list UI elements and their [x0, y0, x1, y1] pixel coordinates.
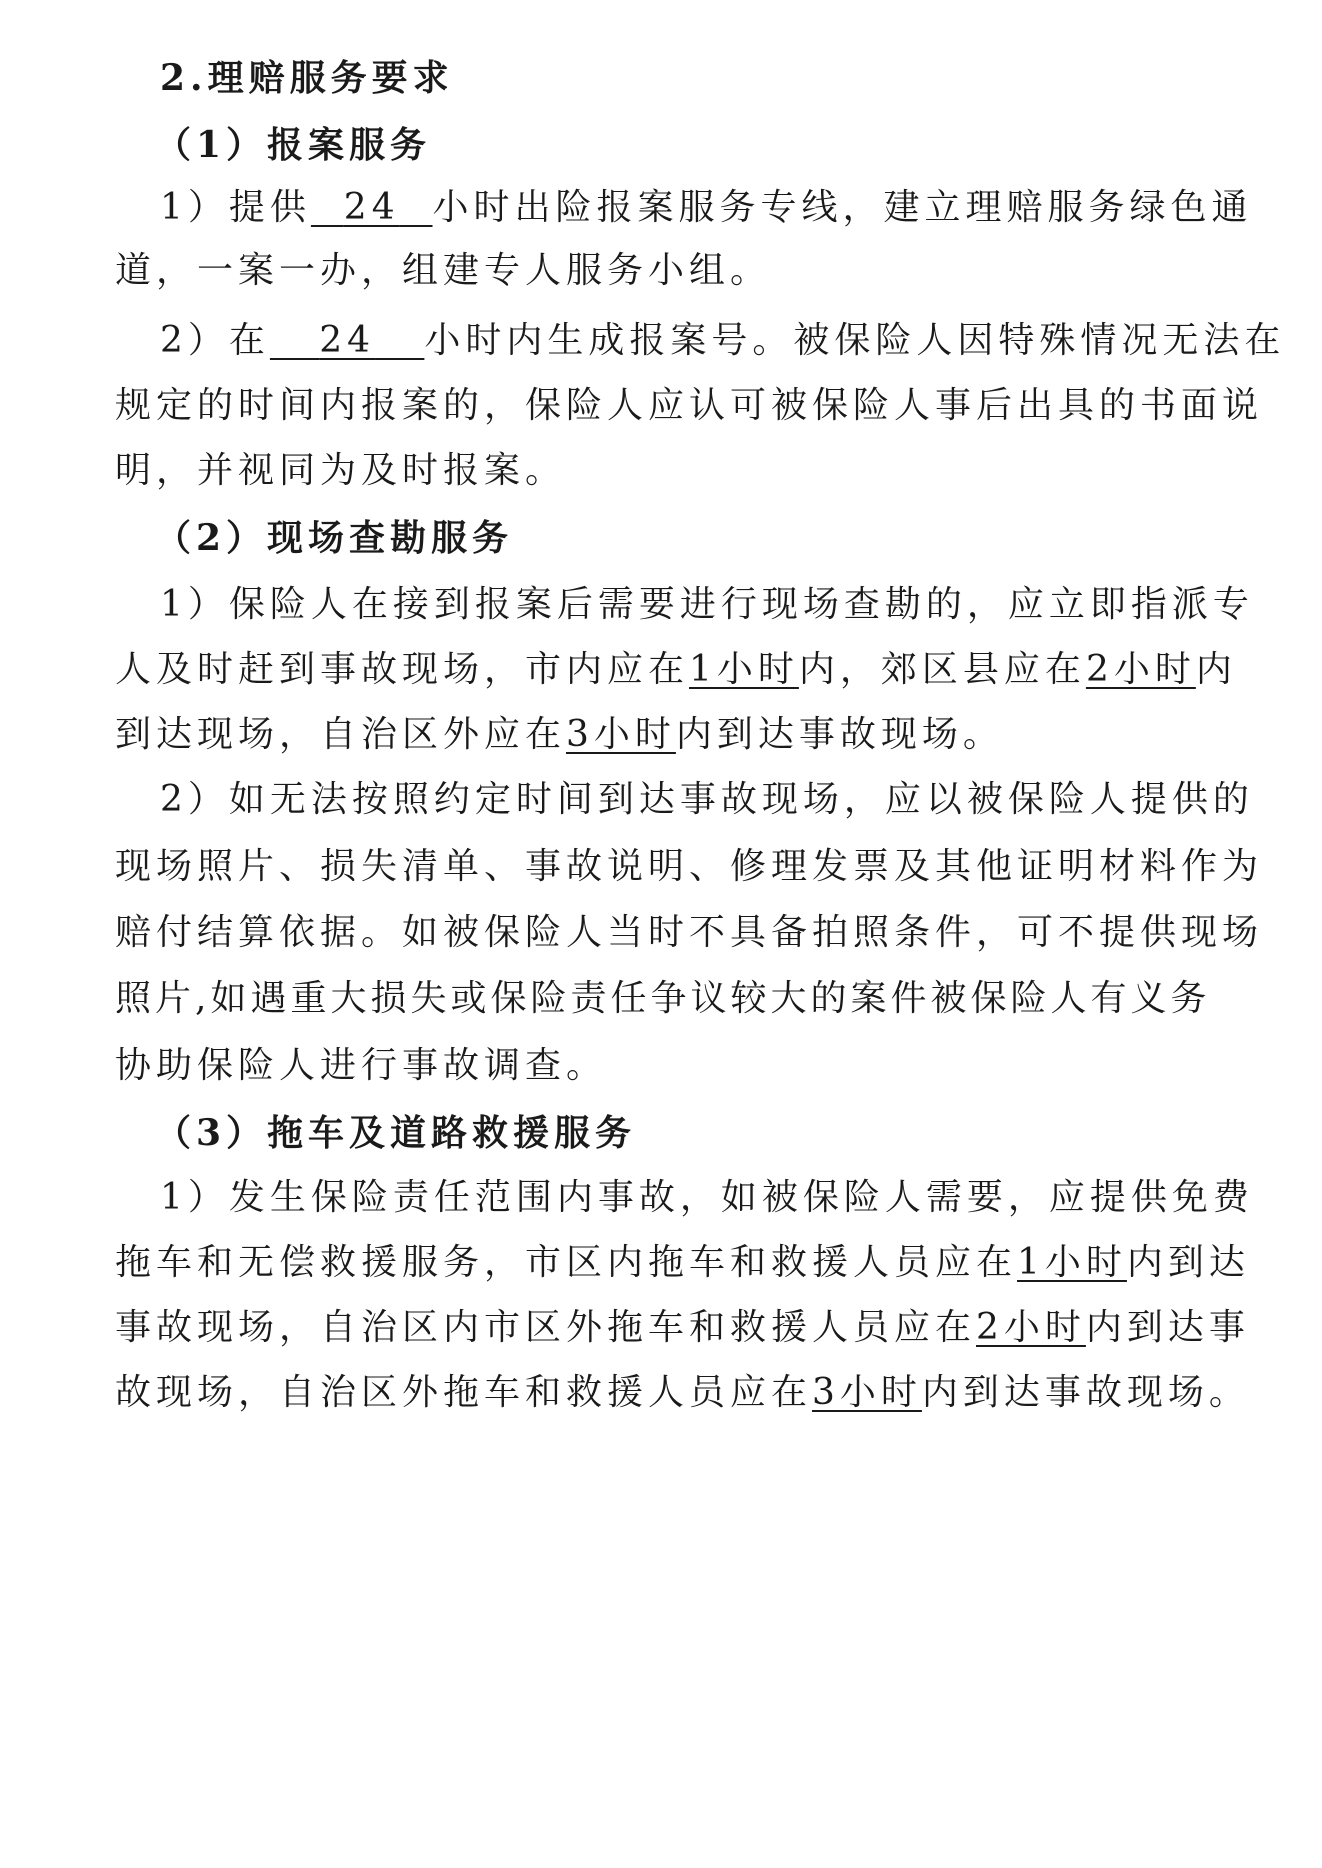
time-outside: 3小时 — [812, 1372, 922, 1413]
sub2-item2-line1: 2）如无法按照约定时间到达事故现场，应以被保险人提供的 — [160, 779, 1254, 820]
sub2-item2-line2: 现场照片、损失清单、事故说明、修理发票及其他证明材料作为 — [115, 846, 1264, 887]
section-title: 2.理赔服务要求 — [160, 57, 454, 99]
sub2-item2-line3: 赔付结算依据。如被保险人当时不具备拍照条件，可不提供现场 — [115, 912, 1264, 953]
time-outside: 3小时 — [566, 714, 676, 755]
time-city: 1小时 — [1017, 1242, 1127, 1283]
text: 内到达事故现场。 — [675, 714, 1004, 755]
text: 内到达 — [1126, 1242, 1250, 1283]
sub1-item2-line3: 明，并视同为及时报案。 — [115, 450, 567, 491]
hours-underlined — [311, 187, 433, 228]
text: 事故现场，自治区内市区外拖车和救援人员应在 — [115, 1307, 977, 1348]
sub3-title: （3）拖车及道路救援服务 — [155, 1112, 637, 1154]
sub1-item1-line2: 道，一案一办，组建专人服务小组。 — [115, 250, 772, 291]
text: 内到达事故现场。 — [921, 1372, 1250, 1413]
text: 内 — [1195, 649, 1237, 690]
sub1-title: （1）报案服务 — [155, 124, 432, 166]
hours-value: 24 — [319, 320, 376, 361]
text: 1）提供 — [160, 187, 311, 228]
text: 2）在 — [160, 320, 270, 361]
sub2-title: （2）现场查勘服务 — [155, 517, 514, 559]
text: 小时内生成报案号。被保险人因特殊情况无法在 — [424, 320, 1286, 361]
sub3-item1-line1: 1）发生保险责任范围内事故，如被保险人需要，应提供免费 — [160, 1177, 1254, 1218]
hours-value: 24 — [343, 187, 400, 228]
text: 内，郊区县应在 — [798, 649, 1086, 690]
sub2-item2-line4: 照片,如遇重大损失或保险责任争议较大的案件被保险人有义务 — [115, 978, 1211, 1019]
text: 拖车和无偿救援服务，市区内拖车和救援人员应在 — [115, 1242, 1018, 1283]
text: 内到达事 — [1085, 1307, 1250, 1348]
sub2-item2-line5: 协助保险人进行事故调查。 — [115, 1045, 608, 1086]
text: 到达现场，自治区外应在 — [115, 714, 567, 755]
text: 故现场，自治区外拖车和救援人员应在 — [115, 1372, 813, 1413]
sub3-item1-line4 — [115, 1355, 1250, 1431]
time-city: 1小时 — [689, 649, 799, 690]
time-suburb: 2小时 — [1085, 649, 1196, 690]
text: 小时出险报案服务专线，建立理赔服务绿色通 — [432, 187, 1253, 228]
text: 人及时赶到事故现场，市内应在 — [115, 649, 690, 690]
hours-underlined — [270, 320, 425, 361]
sub1-item2-line2: 规定的时间内报案的，保险人应认可被保险人事后出具的书面说 — [115, 385, 1264, 426]
sub2-item1-line1: 1）保险人在接到报案后需要进行现场查勘的，应立即指派专 — [160, 584, 1254, 625]
time-region: 2小时 — [976, 1307, 1086, 1348]
